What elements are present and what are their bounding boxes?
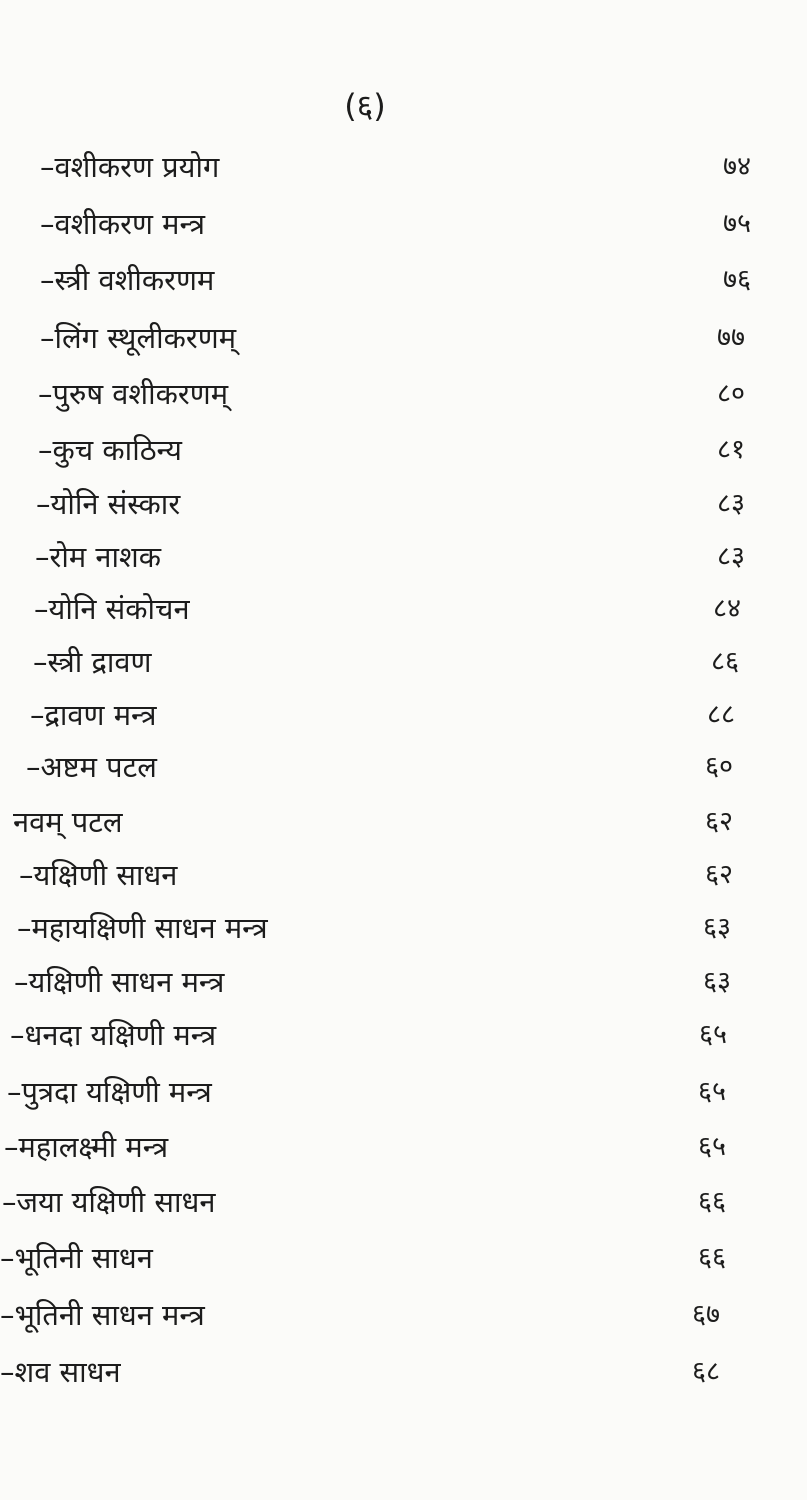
toc-entry-page: ६२ (705, 859, 734, 890)
toc-entry (0, 145, 807, 189)
toc-entry (0, 745, 807, 789)
toc-entry (0, 1236, 807, 1280)
toc-entry (0, 258, 807, 302)
toc-entry-title: –स्त्री वशीकरणम (40, 263, 215, 297)
toc-entry-page: ६५ (698, 1131, 727, 1162)
toc-entry-page: ८३ (717, 488, 746, 519)
toc-entry-page: ६३ (703, 966, 732, 997)
toc-entry-title: –पुत्रदा यक्षिणी मन्त्र (7, 1075, 212, 1109)
toc-entry (0, 800, 807, 844)
toc-entry (0, 640, 807, 684)
toc-entry-title: –द्रावण मन्त्र (30, 698, 157, 732)
page-number: (६) (344, 87, 386, 125)
toc-entry (0, 1125, 807, 1169)
toc-entry (0, 693, 807, 737)
toc-entry-page: ७६ (723, 264, 752, 295)
toc-entry (0, 202, 807, 246)
toc-entry (0, 1350, 807, 1394)
toc-entry-title: –योनि संस्कार (36, 487, 181, 521)
toc-entry-title: –रोम नाशक (35, 540, 162, 574)
toc-entry-title: –भूतिनी साधन मन्त्र (0, 1298, 205, 1332)
toc-entry-title: –पुरुष वशीकरणम् (38, 377, 229, 411)
toc-entry (0, 372, 807, 416)
toc-entry-title: –भूतिनी साधन (0, 1241, 153, 1275)
toc-entry-title: –लिंग स्थूलीकरणम् (40, 321, 237, 355)
toc-entry (0, 587, 807, 631)
toc-entry-title: –वशीकरण मन्त्र (40, 207, 205, 241)
toc-entry-page: ६० (705, 751, 734, 782)
toc-entry-page: ८१ (717, 434, 746, 465)
toc-entry-title: –धनदा यक्षिणी मन्त्र (10, 1018, 217, 1052)
toc-entry-title: –जया यक्षिणी साधन (2, 1185, 216, 1219)
toc-entry-title: –शव साधन (0, 1355, 121, 1389)
toc-entry (0, 316, 807, 360)
toc-entry-page: ६५ (698, 1076, 727, 1107)
toc-entry-title: –स्त्री द्रावण (33, 645, 152, 679)
toc-entry-title: –महायक्षिणी साधन मन्त्र (17, 911, 268, 945)
toc-entry-page: ६८ (692, 1356, 721, 1387)
toc-entry (0, 1070, 807, 1114)
toc-entry (0, 1180, 807, 1224)
toc-entry-page: ८३ (717, 541, 746, 572)
toc-entry (0, 482, 807, 526)
toc-entry-page: ६७ (692, 1299, 721, 1330)
toc-entry-page: ७७ (717, 322, 746, 353)
toc-entry-page: ७५ (723, 208, 752, 239)
toc-entry (0, 535, 807, 579)
toc-entry-page: ६६ (698, 1242, 727, 1273)
toc-entry (0, 1013, 807, 1057)
toc-entry (0, 906, 807, 950)
toc-entry-title: नवम् पटल (13, 805, 123, 839)
toc-entry (0, 853, 807, 897)
toc-entry-title: –योनि संकोचन (34, 592, 190, 626)
toc-entry-page: ८० (717, 378, 746, 409)
toc-entry-title: –यक्षिणी साधन (19, 858, 178, 892)
toc-entry (0, 428, 807, 472)
toc-entry-title: –वशीकरण प्रयोग (40, 150, 220, 184)
toc-entry (0, 1293, 807, 1337)
toc-entry-page: ६३ (703, 912, 732, 943)
toc-entry-page: ६२ (705, 806, 734, 837)
toc-entry-page: ८६ (711, 646, 740, 677)
toc-entry-title: –कुच काठिन्य (38, 433, 182, 467)
toc-entry (0, 960, 807, 1004)
toc-entry-title: –महालक्ष्मी मन्त्र (4, 1130, 169, 1164)
toc-entry-page: ७४ (723, 151, 752, 182)
toc-entry-page: ६५ (699, 1019, 728, 1050)
toc-entry-page: ८८ (707, 699, 736, 730)
toc-entry-page: ८४ (713, 593, 742, 624)
toc-entry-title: –यक्षिणी साधन मन्त्र (14, 965, 225, 999)
toc-entry-page: ६६ (698, 1186, 727, 1217)
toc-entry-title: –अष्टम पटल (26, 750, 157, 784)
